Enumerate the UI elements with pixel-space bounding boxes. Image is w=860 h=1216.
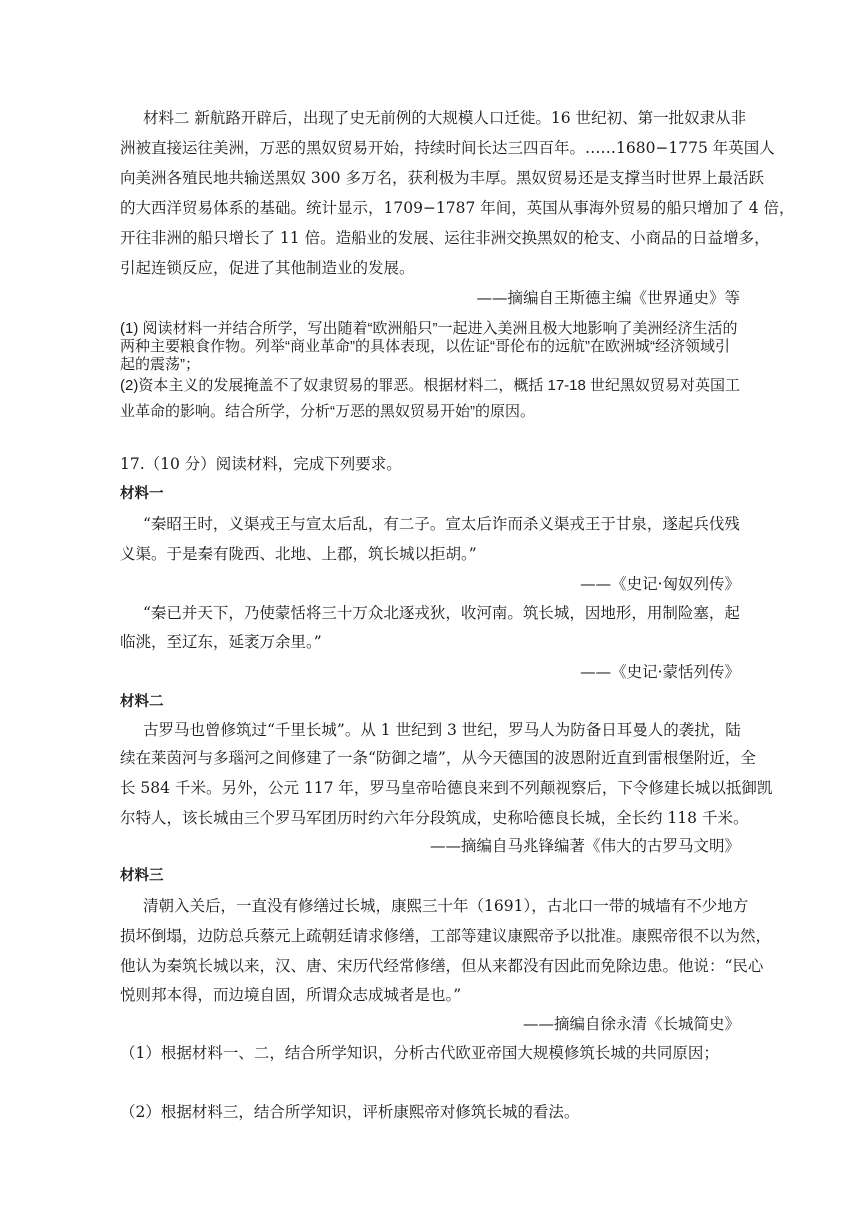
material2-line-2: 洲被直接运往美洲，万恶的黑奴贸易开始，持续时间长达三四百年。……1680−1775 年英国人 (120, 139, 775, 157)
material2b-line-2: 续在莱茵河与多瑙河之间修建了一条“防御之墙”，从今天德国的波恩附近直到雷根堡附近，全 (120, 749, 756, 767)
material1-source1: ——《史记·匈奴列传》 (580, 575, 740, 593)
material1-source2: ——《史记·蒙恬列传》 (580, 663, 740, 681)
material2-line-4: 的大西洋贸易体系的基础。统计显示，1709−1787 年间，英国从事海外贸易的船只增加了 4 倍， (120, 199, 795, 217)
material1-quote2-line-2: 临洮，至辽东，延袤万余里。” (120, 633, 322, 651)
question16-line-1: (1) 阅读材料一并结合所学，写出随着“欧洲船只”一起进入美洲且极大地影响了美洲经济生活的 (120, 320, 738, 337)
material1-quote1-line-2: 义渠。于是秦有陇西、北地、上郡，筑长城以拒胡。” (120, 545, 477, 563)
question16-line-3: 起的震荡”； (120, 356, 200, 373)
material2-line-3: 向美洲各殖民地共输送黑奴 300 多万名，获利极为丰厚。黑奴贸易还是支撑当时世界上最活跃 (120, 169, 764, 187)
material3-line-3: 他认为秦筑长城以来，汉、唐、宋历代经常修缮，但从来都没有因此而免除边患。他说：“民心 (120, 957, 764, 975)
material2-line-6: 引起连锁反应，促进了其他制造业的发展。 (120, 259, 415, 277)
question17-part1: （1）根据材料一、二，结合所学知识，分析古代欧亚帝国大规模修筑长城的共同原因； (120, 1044, 719, 1062)
material2b-line-1: 古罗马也曾修筑过“千里长城”。从 1 世纪到 3 世纪，罗马人为防备日耳曼人的袭扰，陆 (143, 721, 741, 739)
material2b-source: ——摘编自马兆锋编著《伟大的古罗马文明》 (429, 837, 740, 855)
material2-line-1: 材料二 新航路开辟后，出现了史无前例的大规模人口迁徙。16 世纪初、第一批奴隶从非 (143, 109, 747, 127)
material1-title: 材料一 (120, 486, 164, 502)
material3-source: ——摘编自徐永清《长城简史》 (522, 1015, 740, 1033)
material1-quote1-line-1: “秦昭王时，义渠戎王与宣太后乱，有二子。宣太后诈而杀义渠戎王于甘泉，遂起兵伐残 (143, 515, 740, 533)
material2-line-5: 开往非洲的船只增长了 11 倍。造船业的发展、运往非洲交换黑奴的枪支、小商品的日益增多， (120, 229, 770, 247)
material2-title: 材料二 (120, 694, 164, 710)
material3-line-4: 悦则邦本得，而边境自固，所谓众志成城者是也。” (120, 986, 462, 1004)
question16-line-5: 业革命的影响。结合所学，分析“万恶的黑奴贸易开始”的原因。 (120, 403, 535, 420)
material2-source: ——摘编自王斯德主编《世界通史》等 (476, 289, 740, 307)
material1-quote2-line-1: “秦已并天下，乃使蒙恬将三十万众北逐戎狄，收河南。筑长城，因地形，用制险塞，起 (143, 604, 740, 622)
material2b-line-4: 尔特人，该长城由三个罗马军团历时约六年分段筑成，史称哈德良长城，全长约 118 千米。 (120, 809, 749, 827)
question16-line-4: (2)资本主义的发展掩盖不了奴隶贸易的罪恶。根据材料二，概括 17-18 世纪黑奴贸易对英国工 (120, 377, 741, 394)
question16-line-2: 两种主要粮食作物。列举“商业革命”的具体表现，以佐证“哥伦布的远航”在欧洲城“经济领域引 (120, 338, 730, 355)
question17-header: 17.（10 分）阅读材料，完成下列要求。 (120, 455, 402, 473)
material2b-line-3: 长 584 千米。另外，公元 117 年，罗马皇帝哈德良来到不列颠视察后，下令修建长城以抵御凯 (120, 779, 773, 797)
material3-line-2: 损坏倒塌，边防总兵蔡元上疏朝廷请求修缮，工部等建议康熙帝予以批准。康熙帝很不以为然， (120, 927, 772, 945)
material3-title: 材料三 (120, 868, 164, 884)
question17-part2: （2）根据材料三，结合所学知识，评析康熙帝对修筑长城的看法。 (120, 1103, 580, 1121)
material3-line-1: 清朝入关后，一直没有修缮过长城，康熙三十年（1691），古北口一带的城墙有不少地方 (143, 897, 749, 915)
